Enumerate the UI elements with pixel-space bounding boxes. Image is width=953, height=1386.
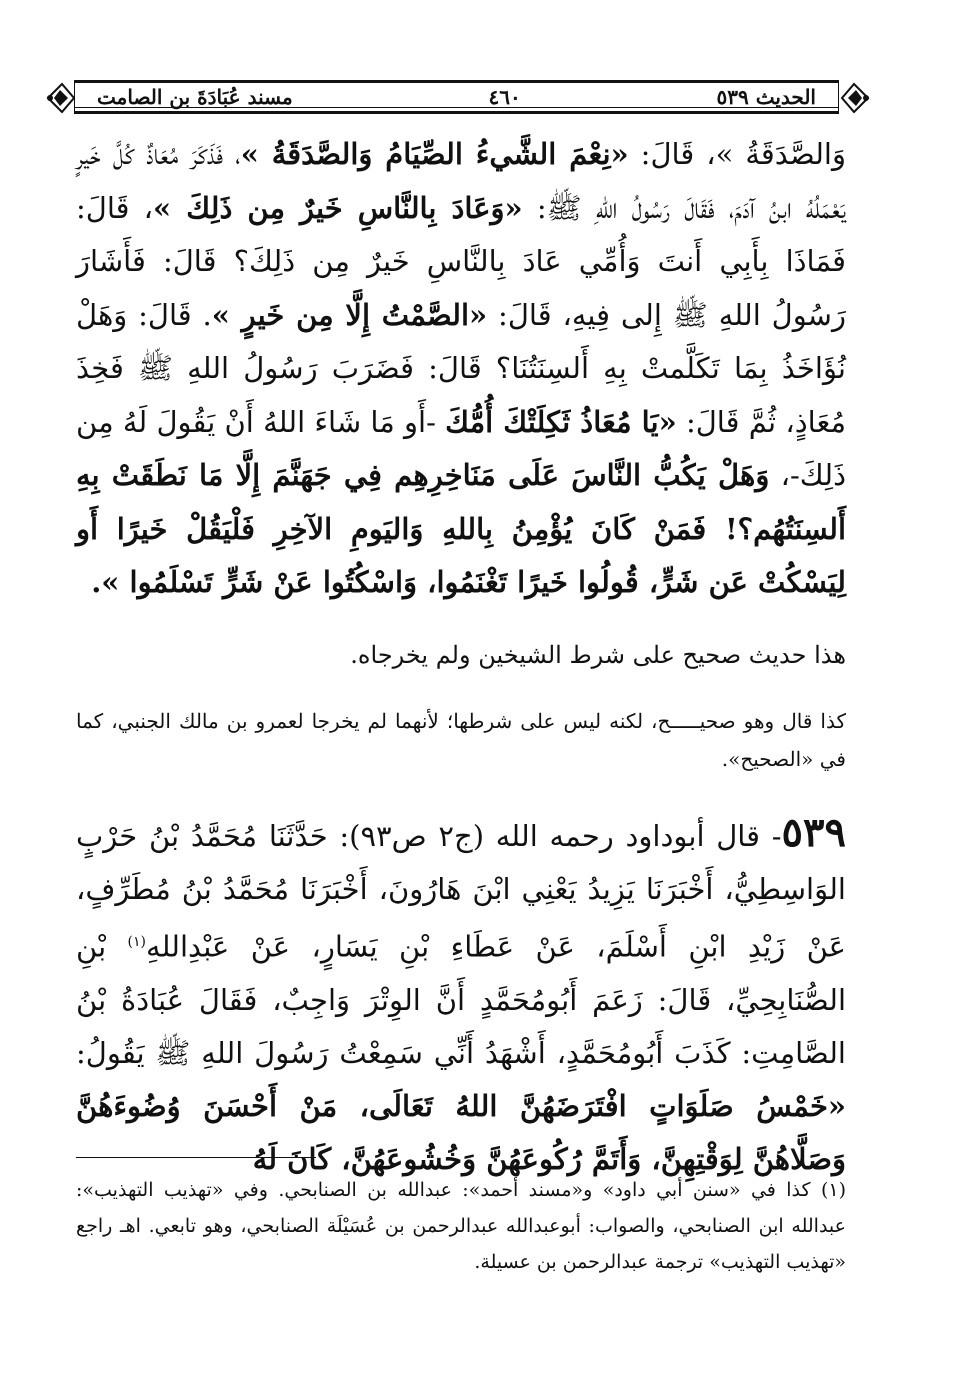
text-span: ، فَذَكَرَ مُعَاذٌ كُلَّ خَيرٍ يَعْمَلُهُ ابنُ آدَمَ، فَقَالَ رَسُولُ اللهِ ﷺ: xyxy=(76,137,847,225)
text-span: -أَو مَا شَاءَ اللهُ أَنْ يَقُولَ لَهُ مِن ذَلِكَ-، xyxy=(76,404,846,492)
prophetic-quote: «الصَّمْتُ إِلَّا مِن خَيرٍ » xyxy=(211,297,488,332)
hadith-text xyxy=(76,128,846,610)
footnote-divider xyxy=(76,1157,316,1158)
footnote-marker[interactable]: (١) xyxy=(127,934,147,950)
text-span: وَالصَّدَقَةُ »، قَالَ: xyxy=(628,137,846,171)
prophetic-quote: «خَمْسُ صَلَوَاتٍ افْتَرَضَهُنَّ اللهُ تَعَالَى، مَنْ أَحْسَنَ وُضُوءَهُنَّ وَصَلَّاهُنَّ لِوَقْتِهِنَّ، وَأَتَمَّ رُكُوعَهُنَّ وَخُشُوعَهُنَّ، كَانَ لَهُ xyxy=(76,1088,846,1176)
book-title: مسند عُبَادَةَ بن الصامت xyxy=(97,85,293,109)
isnad-text: - قال أبوداود رحمه الله (ج٢ ص٩٣): حَدَّثَنَا مُحَمَّدُ بْنُ حَرْبٍ الوَاسِطِيُّ، أَخْبَرَنَا يَزِيدُ يَعْنِي ابْنَ هَارُونَ، أَخْبَرَنَا مُحَمَّدُ بْنُ مُطَرِّفٍ، عَنْ زَيْدِ ابْنِ أَسْلَمَ، عَنْ عَطَاءِ بْنِ يَسَارٍ، عَنْ عَبْدِاللهِ xyxy=(76,819,846,964)
text-span: ، قَالَ: فَمَاذَا بِأَبِي أَنتَ وَأُمِّي عَادَ بِالنَّاسِ خَيرٌ مِن ذَلِكَ؟ قَالَ: فَأَشَارَ رَسُولُ اللهِ ﷺ إِلى فِيهِ، قَالَ: xyxy=(76,190,846,332)
ornament-right-icon xyxy=(840,78,872,118)
prophetic-quote: «وَعَادَ بِالنَّاسِ خَيرٌ مِن ذَلِكَ » xyxy=(153,190,523,225)
prophetic-quote: «يَا مُعَاذُ ثَكِلَتْكَ أُمُّكَ xyxy=(445,404,677,439)
prophetic-quote: «نِعْمَ الشَّيءُ الصِّيَامُ وَالصَّدَقَةُ » xyxy=(240,137,629,171)
prophetic-quote: وَهَلْ يَكُبُّ النَّاسَ عَلَى مَنَاخِرِهِم فِي جَهَنَّمَ إِلَّا مَا نَطَقَتْ بِهِ أَلسِنَتُهُم؟! فَمَنْ كَانَ يُؤْمِنُ بِاللهِ وَاليَومِ الآخِرِ فَلْيَقُلْ خَيرًا أَو لِيَسْكُتْ عَن شَرٍّ، قُولُوا خَيرًا تَغْنَمُوا، وَاسْكُتُوا عَنْ شَرٍّ تَسْلَمُوا ». xyxy=(76,458,846,599)
page-header xyxy=(74,80,839,114)
page-number: ٤٦٠ xyxy=(488,85,521,109)
hadith-539 xyxy=(76,806,846,1186)
text-span: . قَالَ: وَهَلْ نُؤَاخَذُ بِمَا تَكَلَّمتْ بِهِ أَلسِنَتُنَا؟ قَالَ: فَضَرَبَ رَسُولُ اللهِ ﷺ فَخِذَ مُعَاذٍ، ثُمَّ قَالَ: xyxy=(76,297,846,439)
author-note: كذا قال وهو صحيـــــح، لكنه ليس على شرطها؛ لأنهما لم يخرجا لعمرو بن مالك الجنبي، كما في «الصحيح». xyxy=(76,709,846,771)
hakim-verdict: هذا حديث صحيح على شرط الشيخين ولم يخرجاه. xyxy=(350,641,846,669)
ornament-left-icon xyxy=(44,78,76,118)
isnad-text: بْنِ الصُّنَابِحِيِّ، قَالَ: زَعَمَ أَبُومُحَمَّدٍ أَنَّ الوِتْرَ وَاجِبٌ، فَقَالَ عُبَادَةُ بْنُ الصَّامِتِ: كَذَبَ أَبُومُحَمَّدٍ، أَشْهَدُ أَنِّي سَمِعْتُ رَسُولَ اللهِ ﷺ يَقُولُ: xyxy=(76,929,846,1070)
footnote: (١) كذا في «سنن أبي داود» و«مسند أحمد»: عبدالله بن الصنابحي. وفي «تهذيب التهذيب»: عبدالله ابن الصنابحي، والصواب: أبوعبدالله عبدالرحمن بن عُسَيْلَة الصنابحي، وهو تابعي. اهـ راجع «تهذيب التهذيب» ترجمة عبدالرحمن بن عسيلة. xyxy=(76,1179,846,1273)
hadith-number: ٥٣٩ xyxy=(781,809,846,856)
hadith-label: الحديث ٥٣٩ xyxy=(716,85,816,109)
